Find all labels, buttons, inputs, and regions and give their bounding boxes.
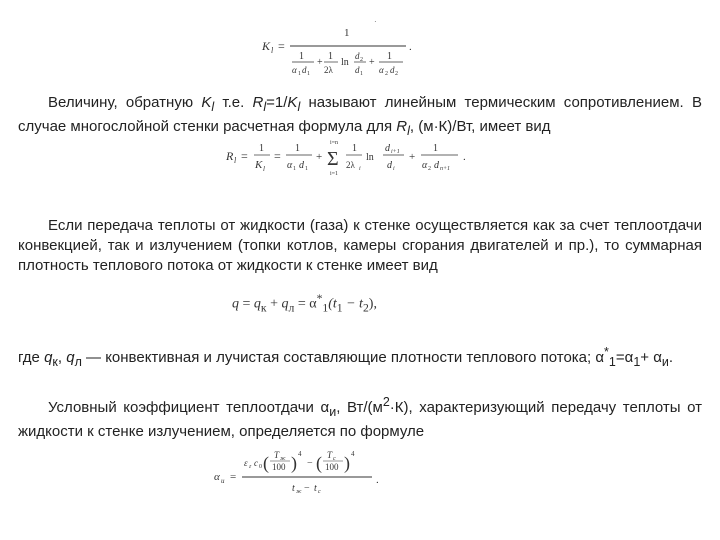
formula-linear-heat-transfer-coefficient [262,24,422,80]
rl-ln-den: d [387,160,392,171]
q-conv: q [253,296,261,312]
a-den-minus: − [304,483,310,494]
kl-t1-den-d-sub: 1 [307,71,310,77]
a-minus: − [307,458,313,469]
p1-k2: K [287,94,298,111]
a-lhs-sub: и [221,477,225,485]
a-T2-sub: с [333,456,336,462]
paragraph-thermal-resistance [18,93,702,141]
formula-kl-svg [262,24,422,80]
kl-ln-num-sub: 2 [360,57,363,63]
q-eq2: = [294,296,310,312]
kl-eq: = [278,39,285,53]
kl-plus2: + [369,57,375,68]
a-h1: 100 [272,462,286,472]
q-minus-t2: − t [342,296,363,312]
p3-text-1: где [18,349,45,366]
a-den-t1-sub: ж [296,489,302,495]
rl-ln-num: d [385,143,390,154]
p1-text-4: называют линейным термическим сопротивлением. В случае многослойной стенки расчетная формула для [18,94,702,135]
a-den-t2: t [314,483,317,494]
p3-text-2: , [57,349,67,366]
a-end: . [376,474,379,486]
rl-f2-den-d-sub: 1 [305,166,308,172]
rl-f2-den-alpha: α [287,160,293,171]
kl-t3-num: 1 [387,51,392,62]
kl-lhs: K [262,39,271,53]
p3-alpha1-sub: 1 [633,355,641,369]
q-close: ), [368,296,377,312]
p3-q-rad-sub: л [74,355,82,369]
a-T1-sub: ж [280,456,286,462]
kl-t3-den-d: d [390,65,395,75]
p3-text-5: + [640,349,654,366]
kl-t1-den-d: d [302,65,307,75]
rl-f3-den: 2λ [346,160,355,170]
a-eps: ε [244,458,248,468]
p3-q-rad: q [66,349,75,366]
a-rbr2: ) [344,453,350,473]
a-lhs: α [214,471,220,483]
kl-t3-den-alpha: α [379,65,384,75]
q-t1-sub: 1 [336,301,343,315]
p3-text-4: = [615,349,625,366]
rl-f4-den-d: d [434,160,439,171]
a-h2: 100 [325,462,339,472]
p1-k2-sub: l [297,100,301,114]
a-den-t2-sub: с [318,489,321,495]
p1-text-5: , (м·К)/Вт, имеет вид [409,118,551,135]
paragraph-flux-components [18,342,702,372]
formula-rl-svg [226,138,486,180]
kl-ln: ln [341,57,349,68]
kl-t1-den-alpha: α [292,65,297,75]
p1-r2-sub: l [407,124,410,138]
rl-eq: = [241,149,248,163]
rl-plus2: + [409,151,416,163]
p4-alpha-sub: и [329,405,337,419]
kl-ln-num: d [355,51,360,61]
kl-t2-num: 1 [328,51,333,62]
rl-f4-den-alpha: α [422,160,428,171]
p1-k-sub: l [211,100,215,114]
rl-ln: ln [366,152,374,163]
rl-lhs: R [226,149,234,163]
rl-f2-den-d: d [299,160,304,171]
q-t2-sub: 2 [362,301,369,315]
q-paren-t1: (t [328,296,337,312]
a-den-t1: t [292,483,295,494]
formula-a-svg [214,448,394,504]
rl-f3-den-sub: i [359,166,361,172]
rl-sum-bottom: i=1 [330,171,339,177]
p1-text-3: =1/ [266,94,288,111]
q-alpha-sub: 1 [322,301,329,315]
rl-sum-symbol: Σ [327,148,339,170]
kl-ln-den-sub: 1 [360,71,363,77]
kl-t3-den-d-sub: 2 [395,71,398,77]
a-T2: T [327,450,333,460]
kl-t2-den: 2λ [324,65,333,75]
p1-text-1: Величину, обратную [48,94,202,111]
p1-r2: R [396,118,408,135]
paragraph-radiation-coefficient [18,392,702,442]
rl-sum-top: i=n [330,140,339,146]
p3-alpha-rad: α [653,349,662,366]
rl-f3-num: 1 [352,143,357,154]
p3-alpha1: α [624,349,634,366]
p1-k: K [201,94,212,111]
rl-ln-num-sub: i+1 [391,149,400,155]
p3-text-6: . [668,349,674,366]
a-rbr1: ) [291,453,297,473]
p1-text-2: т.е. [214,94,253,111]
rl-plus1: + [316,151,323,163]
q-alpha: α [309,296,317,312]
formula-radiation-heat-transfer-coefficient [214,448,394,504]
a-c: c [254,458,258,468]
kl-plus1: + [317,57,323,68]
p4-text-2: , Вт/(м [336,399,383,416]
rl-f1-num: 1 [259,143,264,154]
p4-text-3: ·К), характеризующий передачу теплоты от жидкости к стенке излучением, определяется по формуле [18,399,703,440]
a-eps-sub: г [249,464,252,470]
p4-sup: 2 [382,395,390,409]
q-rad-sub: л [288,301,295,315]
scan-speck: · [374,17,377,26]
kl-numerator: 1 [344,27,350,39]
p3-alpha-star: α [595,349,605,366]
rl-end: . [463,151,466,163]
rl-ln-den-sub: i [393,166,395,172]
p4-text-1: Условный коэффициент теплоотдачи [48,399,321,416]
rl-f1-den-sub: l [263,165,265,173]
p3-text-3: — конвективная и лучистая составляющие плотности теплового потока; [81,349,596,366]
a-pow2: 4 [351,450,355,458]
rl-lhs-sub: l [234,156,237,165]
p3-q-conv: q [44,349,53,366]
rl-f2-den-alpha-sub: 1 [293,166,296,172]
kl-t1-den-alpha-sub: 1 [298,71,301,77]
kl-end: . [409,41,412,53]
a-T1: T [274,450,280,460]
q-eq1: = [239,296,254,312]
p1-r: R [252,94,264,111]
kl-t3-den-alpha-sub: 2 [385,71,388,77]
rl-f1-den: K [255,159,263,171]
a-c-sub: 0 [259,464,262,470]
rl-f2-num: 1 [295,143,300,154]
q-total: q [232,296,239,312]
q-plus: + [266,296,282,312]
p3-alpha-star-sub: 1 [608,355,616,369]
p3-q-conv-sub: к [52,355,58,369]
paragraph-convection-radiation: Если передача теплоты от жидкости (газа) к стенке осуществляется как за счет теплоотдачи конвекцией, так и излучением (топки котлов, камеры сгорания двигателей и пр.), то суммарная плотность теплового потока от жидкости к стенке имеет вид [18,217,702,274]
rl-f4-den-alpha-sub: 2 [428,166,431,172]
p3-alpha-rad-sub: и [661,355,669,369]
rl-f4-den-d-sub: n+1 [440,166,451,172]
a-pow1: 4 [298,450,302,458]
a-lbr1: ( [263,453,269,473]
p1-r-sub: l [263,100,267,114]
kl-t1-num: 1 [299,51,304,62]
p3-alpha-star-sup: * [604,345,609,359]
q-rad: q [281,296,289,312]
a-eq: = [230,471,237,483]
q-conv-sub: к [260,301,267,315]
rl-f4-num: 1 [433,143,438,154]
formula-linear-thermal-resistance [226,138,486,180]
formula-total-heat-flux [232,292,402,318]
q-alpha-star: * [316,292,323,305]
p4-alpha: α [320,399,330,416]
rl-eq2: = [274,149,281,163]
a-lbr2: ( [316,453,322,473]
kl-ln-den: d [355,65,360,75]
kl-lhs-sub: l [271,46,274,55]
